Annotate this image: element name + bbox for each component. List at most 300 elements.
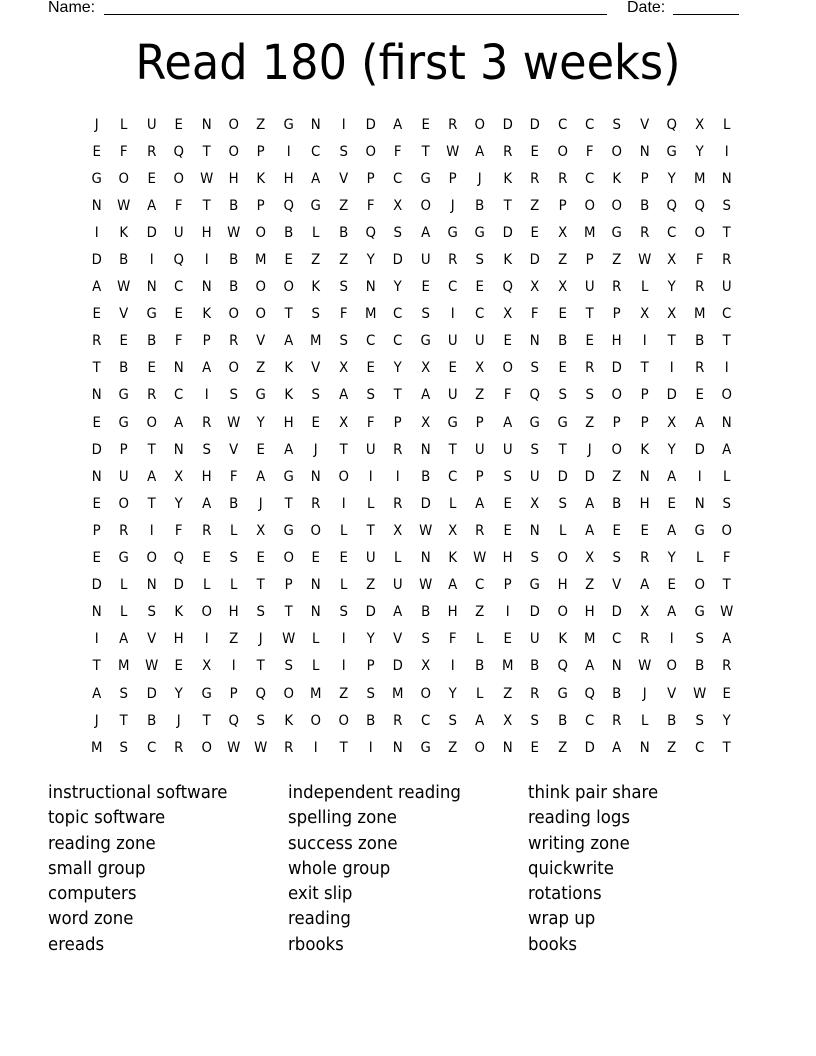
word-item: exit slip	[288, 883, 353, 905]
grid-cell: X	[667, 252, 677, 269]
grid-cell: J	[642, 685, 647, 702]
grid-cell: T	[202, 143, 211, 160]
grid-cell: G	[420, 739, 431, 756]
grid-cell: U	[502, 441, 513, 458]
grid-cell: A	[694, 414, 704, 431]
grid-cell: W	[227, 739, 241, 756]
header-fields	[48, 0, 748, 19]
grid-cell: Q	[173, 550, 185, 567]
grid-cell: R	[557, 170, 567, 187]
grid-cell: W	[144, 658, 159, 675]
name-field[interactable]	[104, 0, 607, 15]
grid-cell: A	[420, 387, 430, 404]
grid-cell: B	[557, 333, 567, 350]
grid-cell: G	[447, 224, 458, 241]
grid-cell: K	[174, 604, 184, 621]
word-item: books	[528, 933, 578, 955]
word-column-1	[48, 780, 288, 957]
grid-cell: Q	[502, 279, 513, 296]
grid-cell: O	[228, 306, 239, 323]
grid-cell: T	[147, 441, 156, 458]
grid-cell: E	[530, 739, 540, 756]
grid-cell: S	[530, 712, 540, 729]
grid-cell: M	[693, 170, 706, 187]
grid-cell: H	[557, 577, 568, 594]
grid-cell: O	[502, 360, 513, 377]
grid-cell: X	[448, 522, 458, 539]
grid-cell: A	[283, 333, 293, 350]
grid-cell: O	[310, 522, 322, 539]
grid-cell: P	[640, 387, 649, 404]
grid-cell: D	[529, 604, 541, 621]
grid-cell: R	[92, 333, 102, 350]
grid-cell: C	[585, 116, 595, 133]
grid-cell: H	[173, 631, 184, 648]
grid-cell: S	[421, 306, 430, 323]
grid-cell: R	[502, 143, 513, 160]
grid-cell: D	[611, 360, 623, 377]
grid-cell: A	[585, 495, 595, 512]
grid-cell: X	[420, 414, 430, 431]
grid-cell: L	[202, 577, 210, 594]
grid-cell: I	[642, 333, 647, 350]
grid-cell: H	[639, 495, 650, 512]
grid-cell: A	[722, 441, 732, 458]
grid-cell: O	[228, 360, 239, 377]
grid-cell: S	[393, 224, 403, 241]
grid-cell: Y	[174, 685, 183, 702]
grid-cell: X	[694, 116, 704, 133]
grid-cell: L	[476, 631, 484, 648]
grid-cell: X	[420, 658, 430, 675]
grid-cell: E	[92, 550, 101, 567]
grid-cell: X	[639, 604, 650, 621]
grid-cell: Y	[667, 441, 676, 458]
grid-cell: I	[368, 739, 373, 756]
grid-cell: B	[119, 360, 129, 377]
grid-cell: R	[448, 116, 458, 133]
grid-cell: W	[199, 170, 213, 187]
grid-cell: F	[722, 550, 731, 567]
grid-cell: U	[365, 441, 376, 458]
grid-cell: U	[721, 279, 732, 296]
grid-cell: G	[255, 387, 267, 404]
grid-cell: U	[475, 333, 486, 350]
grid-cell: S	[530, 441, 540, 458]
grid-cell: M	[392, 685, 404, 702]
grid-cell: E	[503, 333, 512, 350]
grid-cell: P	[558, 197, 567, 214]
grid-cell: P	[613, 306, 622, 323]
grid-cell: D	[420, 495, 431, 512]
grid-cell: O	[694, 577, 705, 594]
date-label: Date:	[627, 0, 666, 16]
grid-cell: G	[694, 604, 705, 621]
grid-cell: N	[201, 116, 212, 133]
grid-cell: F	[531, 306, 539, 323]
grid-cell: K	[311, 279, 321, 296]
grid-cell: L	[339, 522, 347, 539]
grid-cell: E	[667, 577, 677, 594]
grid-cell: O	[337, 468, 349, 485]
grid-cell: L	[449, 495, 457, 512]
grid-cell: N	[612, 658, 623, 675]
grid-cell: D	[611, 604, 623, 621]
grid-cell: P	[476, 468, 485, 485]
grid-cell: I	[724, 360, 729, 377]
grid-cell: V	[612, 577, 622, 594]
grid-cell: H	[584, 604, 595, 621]
grid-cell: V	[119, 306, 129, 323]
grid-cell: J	[478, 170, 483, 187]
grid-cell: X	[475, 360, 485, 377]
grid-cell: L	[312, 658, 320, 675]
grid-cell: E	[311, 414, 321, 431]
grid-cell: A	[174, 414, 184, 431]
grid-cell: Z	[502, 685, 513, 702]
grid-cell: N	[639, 739, 650, 756]
grid-cell: G	[447, 414, 458, 431]
grid-cell: R	[146, 387, 157, 404]
grid-cell: H	[228, 604, 239, 621]
grid-cell: B	[557, 712, 567, 729]
grid-cell: P	[585, 252, 594, 269]
grid-cell: B	[229, 197, 239, 214]
word-item: wrap up	[528, 908, 596, 930]
grid-cell: K	[284, 712, 293, 729]
grid-cell: R	[722, 658, 732, 675]
grid-cell: H	[612, 333, 623, 350]
grid-cell: Z	[530, 197, 540, 214]
grid-cell: O	[255, 224, 267, 241]
grid-cell: P	[366, 170, 375, 187]
grid-cell: L	[229, 577, 238, 594]
grid-cell: O	[228, 143, 239, 160]
grid-cell: C	[475, 577, 485, 594]
grid-cell: X	[174, 468, 184, 485]
grid-cell: P	[92, 522, 101, 539]
grid-cell: X	[502, 306, 513, 323]
grid-cell: E	[92, 306, 101, 323]
grid-cell: O	[666, 658, 678, 675]
grid-cell: N	[529, 333, 540, 350]
grid-cell: B	[146, 333, 157, 350]
grid-cell: T	[339, 739, 348, 756]
grid-cell: N	[310, 577, 321, 594]
grid-cell: T	[92, 658, 101, 675]
date-field[interactable]	[673, 0, 739, 15]
grid-cell: C	[585, 170, 595, 187]
grid-cell: O	[474, 116, 486, 133]
grid-cell: L	[339, 577, 347, 594]
grid-cell: A	[146, 468, 157, 485]
grid-cell: R	[530, 685, 540, 702]
grid-cell: R	[393, 441, 403, 458]
grid-cell: N	[721, 170, 732, 187]
grid-cell: T	[256, 658, 266, 675]
grid-cell: C	[174, 387, 184, 404]
grid-cell: R	[229, 333, 239, 350]
grid-cell: C	[393, 333, 403, 350]
grid-cell: V	[311, 360, 321, 377]
grid-cell: S	[202, 441, 211, 458]
grid-cell: G	[529, 414, 541, 431]
grid-cell: Z	[311, 252, 321, 269]
grid-cell: B	[420, 468, 430, 485]
grid-cell: K	[612, 170, 622, 187]
grid-cell: H	[283, 414, 294, 431]
grid-cell: L	[120, 577, 128, 594]
grid-cell: B	[612, 495, 622, 512]
grid-cell: O	[118, 170, 130, 187]
grid-cell: O	[337, 712, 349, 729]
grid-cell: C	[420, 712, 431, 729]
grid-cell: O	[310, 712, 322, 729]
grid-cell: D	[557, 468, 568, 485]
grid-cell: O	[283, 279, 294, 296]
grid-cell: E	[695, 387, 704, 404]
word-item: word zone	[48, 908, 134, 930]
grid-cell: V	[146, 631, 157, 648]
grid-cell: D	[365, 604, 376, 621]
grid-cell: R	[393, 495, 403, 512]
grid-cell: M	[310, 333, 322, 350]
grid-cell: O	[557, 550, 568, 567]
grid-cell: L	[640, 279, 649, 296]
grid-cell: I	[341, 495, 346, 512]
grid-cell: V	[229, 441, 239, 458]
grid-cell: E	[530, 224, 540, 241]
grid-cell: U	[119, 468, 129, 485]
grid-cell: Q	[557, 658, 568, 675]
grid-cell: L	[640, 712, 649, 729]
grid-cell: N	[639, 143, 650, 160]
grid-cell: R	[722, 252, 732, 269]
grid-cell: O	[118, 495, 130, 512]
grid-cell: A	[393, 604, 403, 621]
grid-cell: J	[259, 631, 264, 648]
grid-cell: G	[310, 197, 321, 214]
grid-cell: A	[448, 577, 458, 594]
grid-cell: O	[557, 143, 568, 160]
grid-cell: T	[120, 712, 129, 729]
grid-cell: D	[392, 252, 404, 269]
grid-cell: L	[695, 550, 703, 567]
grid-cell: T	[722, 739, 731, 756]
grid-cell: S	[311, 387, 321, 404]
grid-cell: N	[694, 495, 705, 512]
grid-cell: E	[722, 685, 731, 702]
grid-cell: D	[91, 577, 102, 594]
grid-cell: E	[667, 495, 677, 512]
grid-cell: O	[365, 143, 376, 160]
word-item: rbooks	[288, 933, 344, 955]
grid-cell: I	[505, 604, 510, 621]
grid-cell: G	[146, 306, 157, 323]
grid-cell: U	[365, 550, 376, 567]
grid-cell: A	[201, 495, 211, 512]
grid-cell: G	[283, 522, 294, 539]
grid-cell: W	[117, 197, 131, 214]
grid-cell: S	[448, 712, 457, 729]
grid-cell: S	[147, 604, 156, 621]
grid-cell: T	[722, 333, 731, 350]
grid-cell: E	[421, 116, 430, 133]
grid-cell: E	[92, 143, 101, 160]
grid-cell: T	[366, 522, 375, 539]
grid-cell: O	[283, 550, 294, 567]
grid-cell: Y	[366, 631, 375, 648]
grid-cell: M	[255, 252, 267, 269]
grid-cell: T	[722, 224, 731, 241]
grid-cell: M	[501, 658, 514, 675]
grid-cell: X	[530, 495, 540, 512]
grid-cell: N	[310, 468, 321, 485]
grid-cell: I	[149, 252, 154, 269]
grid-cell: E	[256, 550, 266, 567]
grid-cell: D	[392, 658, 404, 675]
grid-cell: F	[339, 306, 348, 323]
grid-cell: L	[312, 224, 320, 241]
grid-cell: S	[585, 387, 594, 404]
grid-cell: A	[475, 712, 485, 729]
grid-cell: I	[368, 468, 373, 485]
grid-cell: V	[639, 116, 650, 133]
grid-cell: W	[637, 658, 652, 675]
grid-cell: I	[313, 739, 318, 756]
grid-cell: S	[612, 116, 622, 133]
grid-cell: Z	[366, 577, 376, 594]
word-item: topic software	[48, 807, 166, 829]
grid-cell: I	[204, 252, 209, 269]
grid-cell: A	[92, 279, 102, 296]
grid-cell: C	[667, 224, 677, 241]
grid-cell: S	[366, 685, 375, 702]
grid-cell: L	[229, 522, 238, 539]
grid-cell: R	[612, 279, 622, 296]
grid-cell: G	[666, 143, 678, 160]
word-item: reading logs	[528, 807, 631, 829]
grid-cell: I	[149, 522, 154, 539]
grid-cell: H	[228, 170, 239, 187]
grid-cell: H	[201, 468, 212, 485]
grid-cell: G	[201, 685, 212, 702]
grid-cell: J	[587, 441, 592, 458]
grid-cell: Z	[338, 252, 348, 269]
grid-cell: S	[229, 387, 238, 404]
grid-cell: Y	[174, 495, 183, 512]
word-item: small group	[48, 857, 146, 879]
grid-cell: W	[227, 414, 241, 431]
word-column-2	[288, 780, 528, 957]
grid-cell: F	[448, 631, 457, 648]
grid-cell: C	[722, 306, 732, 323]
grid-cell: G	[118, 387, 130, 404]
grid-cell: S	[366, 387, 375, 404]
grid-cell: T	[448, 441, 457, 458]
grid-cell: C	[146, 739, 157, 756]
grid-cell: Q	[584, 685, 595, 702]
grid-cell: R	[119, 522, 129, 539]
grid-cell: D	[666, 387, 678, 404]
grid-cell: D	[173, 577, 184, 594]
grid-cell: R	[475, 522, 485, 539]
grid-cell: W	[720, 604, 734, 621]
grid-cell: S	[119, 739, 129, 756]
grid-cell: H	[283, 170, 294, 187]
grid-cell: I	[450, 658, 455, 675]
grid-cell: V	[256, 333, 266, 350]
grid-cell: S	[475, 252, 485, 269]
grid-cell: U	[146, 116, 157, 133]
grid-cell: L	[366, 495, 375, 512]
grid-cell: X	[557, 224, 567, 241]
grid-cell: S	[338, 333, 348, 350]
grid-cell: G	[283, 468, 294, 485]
grid-cell: Z	[256, 116, 266, 133]
grid-cell: R	[694, 360, 704, 377]
grid-cell: A	[338, 387, 348, 404]
grid-cell: S	[530, 550, 540, 567]
grid-cell: Z	[585, 577, 595, 594]
grid-cell: E	[119, 333, 129, 350]
grid-cell: Z	[338, 685, 348, 702]
grid-cell: Y	[722, 712, 731, 729]
grid-cell: P	[393, 414, 403, 431]
grid-cell: Y	[448, 685, 457, 702]
word-item: computers	[48, 883, 137, 905]
grid-cell: K	[119, 224, 129, 241]
grid-cell: G	[475, 224, 486, 241]
grid-cell: I	[231, 658, 236, 675]
grid-cell: L	[558, 522, 567, 539]
grid-cell: D	[529, 116, 541, 133]
grid-cell: E	[503, 522, 512, 539]
grid-cell: D	[694, 441, 705, 458]
grid-cell: S	[311, 306, 321, 323]
grid-cell: N	[393, 739, 403, 756]
grid-cell: E	[503, 495, 512, 512]
word-list	[48, 780, 768, 957]
grid-cell: W	[418, 577, 432, 594]
grid-cell: U	[447, 333, 458, 350]
grid-cell: M	[583, 631, 596, 648]
grid-cell: K	[640, 441, 649, 458]
grid-cell: C	[311, 143, 321, 160]
grid-cell: U	[530, 468, 540, 485]
grid-cell: A	[722, 631, 732, 648]
grid-cell: P	[257, 197, 266, 214]
grid-cell: N	[420, 441, 431, 458]
grid-cell: Z	[557, 739, 567, 756]
grid-cell: S	[558, 387, 567, 404]
grid-cell: I	[396, 468, 400, 485]
grid-cell: F	[394, 143, 402, 160]
grid-cell: S	[284, 658, 293, 675]
grid-cell: N	[91, 387, 102, 404]
grid-cell: Z	[475, 604, 485, 621]
grid-cell: J	[259, 495, 264, 512]
grid-cell: J	[94, 712, 99, 729]
grid-cell: O	[721, 522, 732, 539]
grid-cell: O	[255, 306, 267, 323]
grid-cell: G	[557, 414, 568, 431]
grid-cell: Y	[667, 279, 676, 296]
grid-cell: Z	[475, 387, 485, 404]
grid-cell: Q	[529, 387, 541, 404]
grid-cell: Q	[228, 712, 239, 729]
grid-cell: E	[92, 495, 101, 512]
